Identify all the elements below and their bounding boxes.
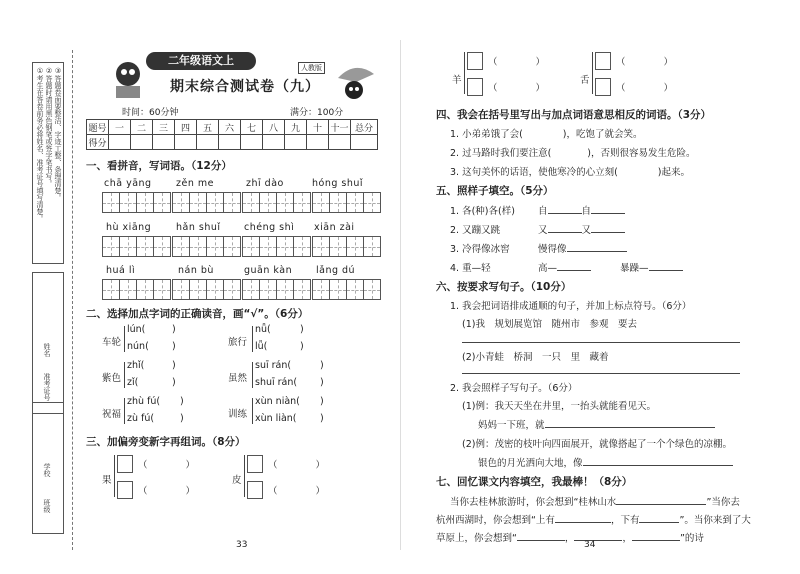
reading-option[interactable]: zǐ( xyxy=(127,377,139,388)
score-cell[interactable] xyxy=(329,135,351,150)
s5-fill-1[interactable]: 自 自 xyxy=(538,203,625,217)
pinyin: hóng shuǐ xyxy=(312,178,364,189)
answer-box[interactable] xyxy=(467,52,483,70)
s5-fill-2[interactable]: 又 又 xyxy=(538,222,625,236)
answer-box[interactable] xyxy=(595,52,611,70)
answer-paren[interactable]: （ ） xyxy=(488,57,546,68)
reading-option[interactable]: xùn niàn( xyxy=(255,396,300,407)
s7-line-1: 当你去桂林旅游时，你会想到“桂林山水 ”当你去 xyxy=(450,497,740,508)
base-char: 果 xyxy=(102,475,112,486)
s6-q1a: (1)我 规划展览馆 随州市 参观 要去 xyxy=(462,319,637,330)
word: 紫色 xyxy=(102,373,122,384)
writing-grid[interactable] xyxy=(312,192,381,213)
word: 车轮 xyxy=(102,337,122,348)
writing-grid[interactable] xyxy=(102,236,171,257)
writing-grid[interactable] xyxy=(242,192,311,213)
score-header: 题号 xyxy=(87,120,109,135)
score-header: 七 xyxy=(241,120,263,135)
s4-line-1: 1. 小弟弟饿了会( )，吃饱了就会笑。 xyxy=(450,129,643,140)
word: 虽然 xyxy=(228,373,248,384)
section-3-title: 三、加偏旁变新字再组词。（8分） xyxy=(86,436,246,448)
s6-q2: 2. 我会照样子写句子。（6分） xyxy=(450,383,578,394)
pinyin: zhī dào xyxy=(246,178,284,189)
answer-line[interactable] xyxy=(462,373,740,374)
reading-option[interactable]: lǚ( xyxy=(255,341,268,352)
s5-fill-4[interactable]: 高— xyxy=(538,260,591,274)
paren-close: ) xyxy=(320,396,324,407)
score-cell[interactable] xyxy=(241,135,263,150)
answer-paren[interactable]: （ ） xyxy=(268,486,326,497)
paren-close: ) xyxy=(180,396,184,407)
score-cell[interactable] xyxy=(219,135,241,150)
answer-box[interactable] xyxy=(117,455,133,473)
s4-line-2: 2. 过马路时我们要注意( )，否则很容易发生危险。 xyxy=(450,148,696,159)
score-cell[interactable] xyxy=(263,135,285,150)
score-cell[interactable] xyxy=(175,135,197,150)
notice-3: ③答题卷面要整洁、字迹工整、条理清楚。 xyxy=(54,67,62,201)
class-label: 班级 xyxy=(43,499,51,513)
notice-1: ①考生在答卷前务必将姓名、准考证号填写清楚。 xyxy=(36,67,44,222)
score-cell[interactable] xyxy=(109,135,131,150)
paren-close: ) xyxy=(172,377,176,388)
writing-grid[interactable] xyxy=(172,192,241,213)
time-label: 时间：60分钟 xyxy=(122,108,179,118)
mascot-left xyxy=(108,58,148,100)
paren-close: ) xyxy=(320,413,324,424)
page-title: 期末综合测试卷（九） xyxy=(170,79,320,95)
score-header: 九 xyxy=(285,120,307,135)
s6-q1b: (2)小青蛙 桥洞 一只 里 藏着 xyxy=(462,352,609,363)
reading-option[interactable]: zhù fú( xyxy=(127,396,161,407)
mascot-right xyxy=(330,60,380,102)
pinyin: nán bù xyxy=(178,265,214,276)
reading-option[interactable]: nǚ( xyxy=(255,324,271,335)
score-cell[interactable] xyxy=(285,135,307,150)
full-score-label: 满分：100分 xyxy=(290,108,344,118)
score-header: 二 xyxy=(131,120,153,135)
word: 旅行 xyxy=(228,337,248,348)
s5-fill-3[interactable]: 慢得像 xyxy=(538,241,627,255)
base-char: 羊 xyxy=(452,75,462,86)
score-row-label: 得分 xyxy=(87,135,109,150)
score-header: 八 xyxy=(263,120,285,135)
answer-paren[interactable]: （ ） xyxy=(616,83,674,94)
pinyin: huá lì xyxy=(106,265,136,276)
reading-option[interactable]: zù fú( xyxy=(127,413,155,424)
writing-grid[interactable] xyxy=(312,236,381,257)
student-info-box xyxy=(32,272,64,414)
base-char: 舌 xyxy=(580,75,590,86)
answer-box[interactable] xyxy=(117,481,133,499)
reading-option[interactable]: zhǐ( xyxy=(127,360,145,371)
section-4-title: 四、我会在括号里写出与加点词语意思相反的词语。（3分） xyxy=(436,109,712,121)
paren-close: ) xyxy=(320,377,324,388)
score-header: 三 xyxy=(153,120,175,135)
pinyin: chéng shì xyxy=(244,222,295,233)
score-cell[interactable] xyxy=(197,135,219,150)
pinyin: hǎn shuǐ xyxy=(176,222,221,233)
paren-close: ) xyxy=(320,360,324,371)
paren-close: ) xyxy=(172,341,176,352)
reading-option[interactable]: xùn liàn( xyxy=(255,413,297,424)
s5-example-4: 4. 重—轻 xyxy=(450,263,491,274)
score-cell[interactable] xyxy=(351,135,378,150)
pinyin: zěn me xyxy=(176,178,214,189)
notice-2: ②答题时请用黑色钢笔或签字笔书写。 xyxy=(45,67,53,187)
page-number: 34 xyxy=(584,540,596,550)
writing-grid[interactable] xyxy=(172,279,241,300)
section-2-title: 二、选择加点字词的正确读音，画“√”。（6分） xyxy=(86,308,309,320)
s6-q2b: (2)例：茂密的枝叶向四面展开，就像搭起了一个个绿色的凉棚。 xyxy=(462,439,732,450)
writing-grid[interactable] xyxy=(242,279,311,300)
s6-q1: 1. 我会把词语排成通顺的句子，并加上标点符号。（6分） xyxy=(450,301,692,312)
s5-example-1: 1. 各(种)各(样) xyxy=(450,206,515,217)
s7-line-3: 草原上，你会想到“ ， ， ”的诗 xyxy=(436,533,704,544)
s4-line-3: 3. 这句美怀的话语，使他寒冷的心立刻( )起来。 xyxy=(450,167,691,178)
score-header: 十 xyxy=(307,120,329,135)
edition-tag: 人教版 xyxy=(298,62,325,74)
s6-q2a-fill[interactable]: 妈妈一下班，就 xyxy=(478,417,715,431)
paren-close: ) xyxy=(172,324,176,335)
writing-grid[interactable] xyxy=(312,279,381,300)
section-1-title: 一、看拼音，写词语。（12分） xyxy=(86,160,232,172)
pinyin: hù xiāng xyxy=(106,222,152,233)
answer-box[interactable] xyxy=(247,481,263,499)
reading-option[interactable]: suī rán( xyxy=(255,360,292,371)
score-header: 五 xyxy=(197,120,219,135)
answer-paren[interactable]: （ ） xyxy=(488,83,546,94)
school-box xyxy=(32,402,64,534)
reading-option[interactable]: nún( xyxy=(127,341,149,352)
word: 祝福 xyxy=(102,409,122,420)
pinyin: guān kàn xyxy=(244,265,293,276)
paren-close: ) xyxy=(172,360,176,371)
score-cell[interactable] xyxy=(131,135,153,150)
word: 训练 xyxy=(228,409,248,420)
writing-grid[interactable] xyxy=(172,236,241,257)
score-cell[interactable] xyxy=(153,135,175,150)
reading-option[interactable]: lún( xyxy=(127,324,146,335)
notice-box xyxy=(32,62,64,264)
s7-line-2: 杭州西湖时，你会想到“上有 ，下有 ”。当你来到了大 xyxy=(436,515,751,526)
answer-paren[interactable]: （ ） xyxy=(138,460,196,471)
writing-grid[interactable] xyxy=(102,192,171,213)
reading-option[interactable]: shuī rán( xyxy=(255,377,298,388)
paren-close: ) xyxy=(300,341,304,352)
score-header: 总分 xyxy=(351,120,378,135)
writing-grid[interactable] xyxy=(102,279,171,300)
score-header: 四 xyxy=(175,120,197,135)
s5-example-2: 2. 又蹦又跳 xyxy=(450,225,501,236)
page-number: 33 xyxy=(236,540,248,550)
base-char: 皮 xyxy=(232,475,242,486)
section-6-title: 六、按要求写句子。（10分） xyxy=(436,281,572,293)
s5-fill-5[interactable]: 暴躁— xyxy=(620,260,683,274)
s6-q2a: (1)例：我天天坐在井里，一抬头就能看见天。 xyxy=(462,401,656,412)
paren-close: ) xyxy=(180,413,184,424)
answer-paren[interactable]: （ ） xyxy=(268,460,326,471)
exam-number-label: 准考证号 xyxy=(43,373,51,401)
score-header: 六 xyxy=(219,120,241,135)
answer-box[interactable] xyxy=(595,78,611,96)
answer-line[interactable] xyxy=(462,342,740,343)
school-label: 学校 xyxy=(43,463,51,477)
name-label: 姓名 xyxy=(43,343,51,357)
pinyin: lǎng dú xyxy=(316,265,356,276)
pinyin: xiān zài xyxy=(314,222,355,233)
answer-paren[interactable]: （ ） xyxy=(616,57,674,68)
writing-grid[interactable] xyxy=(242,236,311,257)
score-cell[interactable] xyxy=(307,135,329,150)
score-header: 一 xyxy=(109,120,131,135)
section-5-title: 五、照样子填空。（5分） xyxy=(436,185,554,197)
score-header: 十一 xyxy=(329,120,351,135)
section-7-title: 七、回忆课文内容填空，我最棒！（8分） xyxy=(436,476,633,488)
answer-box[interactable] xyxy=(467,78,483,96)
score-table xyxy=(86,119,378,150)
answer-box[interactable] xyxy=(247,455,263,473)
grade-badge: 二年级语文上 xyxy=(146,52,256,70)
answer-paren[interactable]: （ ） xyxy=(138,486,196,497)
s5-example-3: 3. 冷得像冰窖 xyxy=(450,244,510,255)
s6-q2b-fill[interactable]: 银色的月光洒向大地，像 xyxy=(478,455,733,469)
pinyin: chā yāng xyxy=(104,178,152,189)
binding-strip xyxy=(32,50,80,550)
paren-close: ) xyxy=(300,324,304,335)
